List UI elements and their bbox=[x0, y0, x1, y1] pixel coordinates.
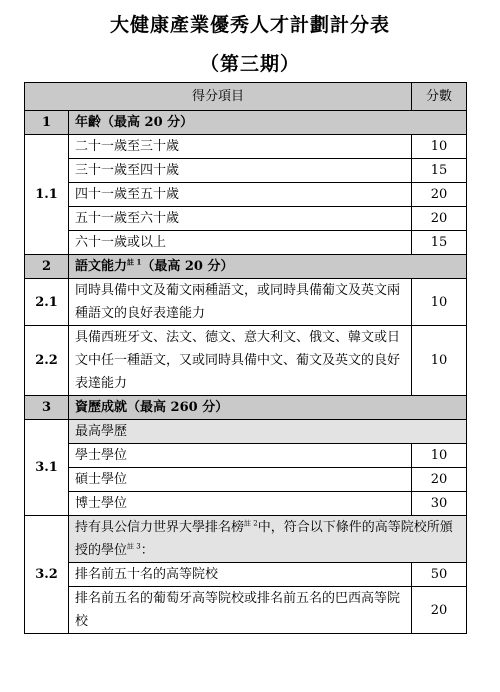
document-subtitle: （第三期） bbox=[199, 53, 300, 75]
item-score: 15 bbox=[412, 231, 467, 255]
table-row bbox=[25, 444, 467, 468]
item-score: 10 bbox=[412, 279, 467, 326]
item-number: 2.2 bbox=[25, 326, 69, 396]
footnote-marker: 註 2 bbox=[244, 519, 258, 528]
section-label: 年齡（最高 20 分） bbox=[69, 111, 467, 135]
subsection-heading-text: ： bbox=[140, 543, 154, 558]
item-score: 10 bbox=[412, 135, 467, 159]
subsection-heading-text: 中，符合以下條件的高等院校所頒授的學位 bbox=[75, 520, 453, 558]
item-score: 15 bbox=[412, 159, 467, 183]
section-label: 資歷成就（最高 260 分） bbox=[69, 396, 467, 420]
section-row bbox=[25, 111, 467, 135]
table-row bbox=[25, 183, 467, 207]
subsection-heading-text: 持有具公信力世界大學排名榜 bbox=[75, 520, 245, 535]
table-row bbox=[25, 492, 467, 516]
section-label-suffix: （最高 20 分） bbox=[141, 259, 234, 274]
table-row bbox=[25, 207, 467, 231]
footnote-marker: 註 1 bbox=[127, 257, 142, 267]
item-text: 排名前五名的葡萄牙高等院校或排名前五名的巴西高等院校 bbox=[69, 587, 412, 634]
item-score: 30 bbox=[412, 492, 467, 516]
section-row bbox=[25, 255, 467, 279]
item-text: 三十一歲至四十歲 bbox=[69, 159, 412, 183]
table-row bbox=[25, 587, 467, 634]
table-row bbox=[25, 468, 467, 492]
item-text: 六十一歲或以上 bbox=[69, 231, 412, 255]
section-label-text: 語文能力 bbox=[75, 259, 128, 274]
item-score: 20 bbox=[412, 207, 467, 231]
item-text: 排名前五十名的高等院校 bbox=[69, 563, 412, 587]
item-text: 碩士學位 bbox=[69, 468, 412, 492]
table-row bbox=[25, 135, 467, 159]
table-row bbox=[25, 231, 467, 255]
item-score: 20 bbox=[412, 183, 467, 207]
table-row bbox=[25, 279, 467, 326]
section-number: 1 bbox=[25, 111, 69, 135]
subsection-heading: 最高學歷 bbox=[69, 420, 467, 444]
item-number: 1.1 bbox=[25, 135, 69, 255]
table-row bbox=[25, 159, 467, 183]
item-text: 五十一歲至六十歲 bbox=[69, 207, 412, 231]
section-number: 2 bbox=[25, 255, 69, 279]
item-score: 50 bbox=[412, 563, 467, 587]
header-item: 得分項目 bbox=[25, 83, 412, 111]
table-row bbox=[25, 563, 467, 587]
item-text: 四十一歲至五十歲 bbox=[69, 183, 412, 207]
item-text: 同時具備中文及葡文兩種語文，或同時具備葡文及英文兩種語文的良好表達能力 bbox=[69, 279, 412, 326]
table-row bbox=[25, 420, 467, 444]
item-score: 20 bbox=[412, 587, 467, 634]
document-title: 大健康產業優秀人才計劃計分表 bbox=[109, 14, 390, 36]
item-score: 20 bbox=[412, 468, 467, 492]
item-number: 3.1 bbox=[25, 420, 69, 516]
footnote-marker: 註 3 bbox=[127, 542, 141, 551]
table-row bbox=[25, 516, 467, 563]
section-row bbox=[25, 396, 467, 420]
item-text: 學士學位 bbox=[69, 444, 412, 468]
item-score: 10 bbox=[412, 444, 467, 468]
item-text: 博士學位 bbox=[69, 492, 412, 516]
item-score: 10 bbox=[412, 326, 467, 396]
item-number: 3.2 bbox=[25, 516, 69, 634]
header-score: 分數 bbox=[412, 83, 467, 111]
item-text: 具備西班牙文、法文、德文、意大利文、俄文、韓文或日文中任一種語文，又或同時具備中文、葡文及英文的良好表達能力 bbox=[69, 326, 412, 396]
table-header-row bbox=[25, 83, 467, 111]
item-number: 2.1 bbox=[25, 279, 69, 326]
item-text: 二十一歲至三十歲 bbox=[69, 135, 412, 159]
section-label bbox=[69, 255, 467, 279]
section-number: 3 bbox=[25, 396, 69, 420]
score-table bbox=[24, 82, 467, 634]
table-row bbox=[25, 326, 467, 396]
subsection-heading bbox=[69, 516, 467, 563]
